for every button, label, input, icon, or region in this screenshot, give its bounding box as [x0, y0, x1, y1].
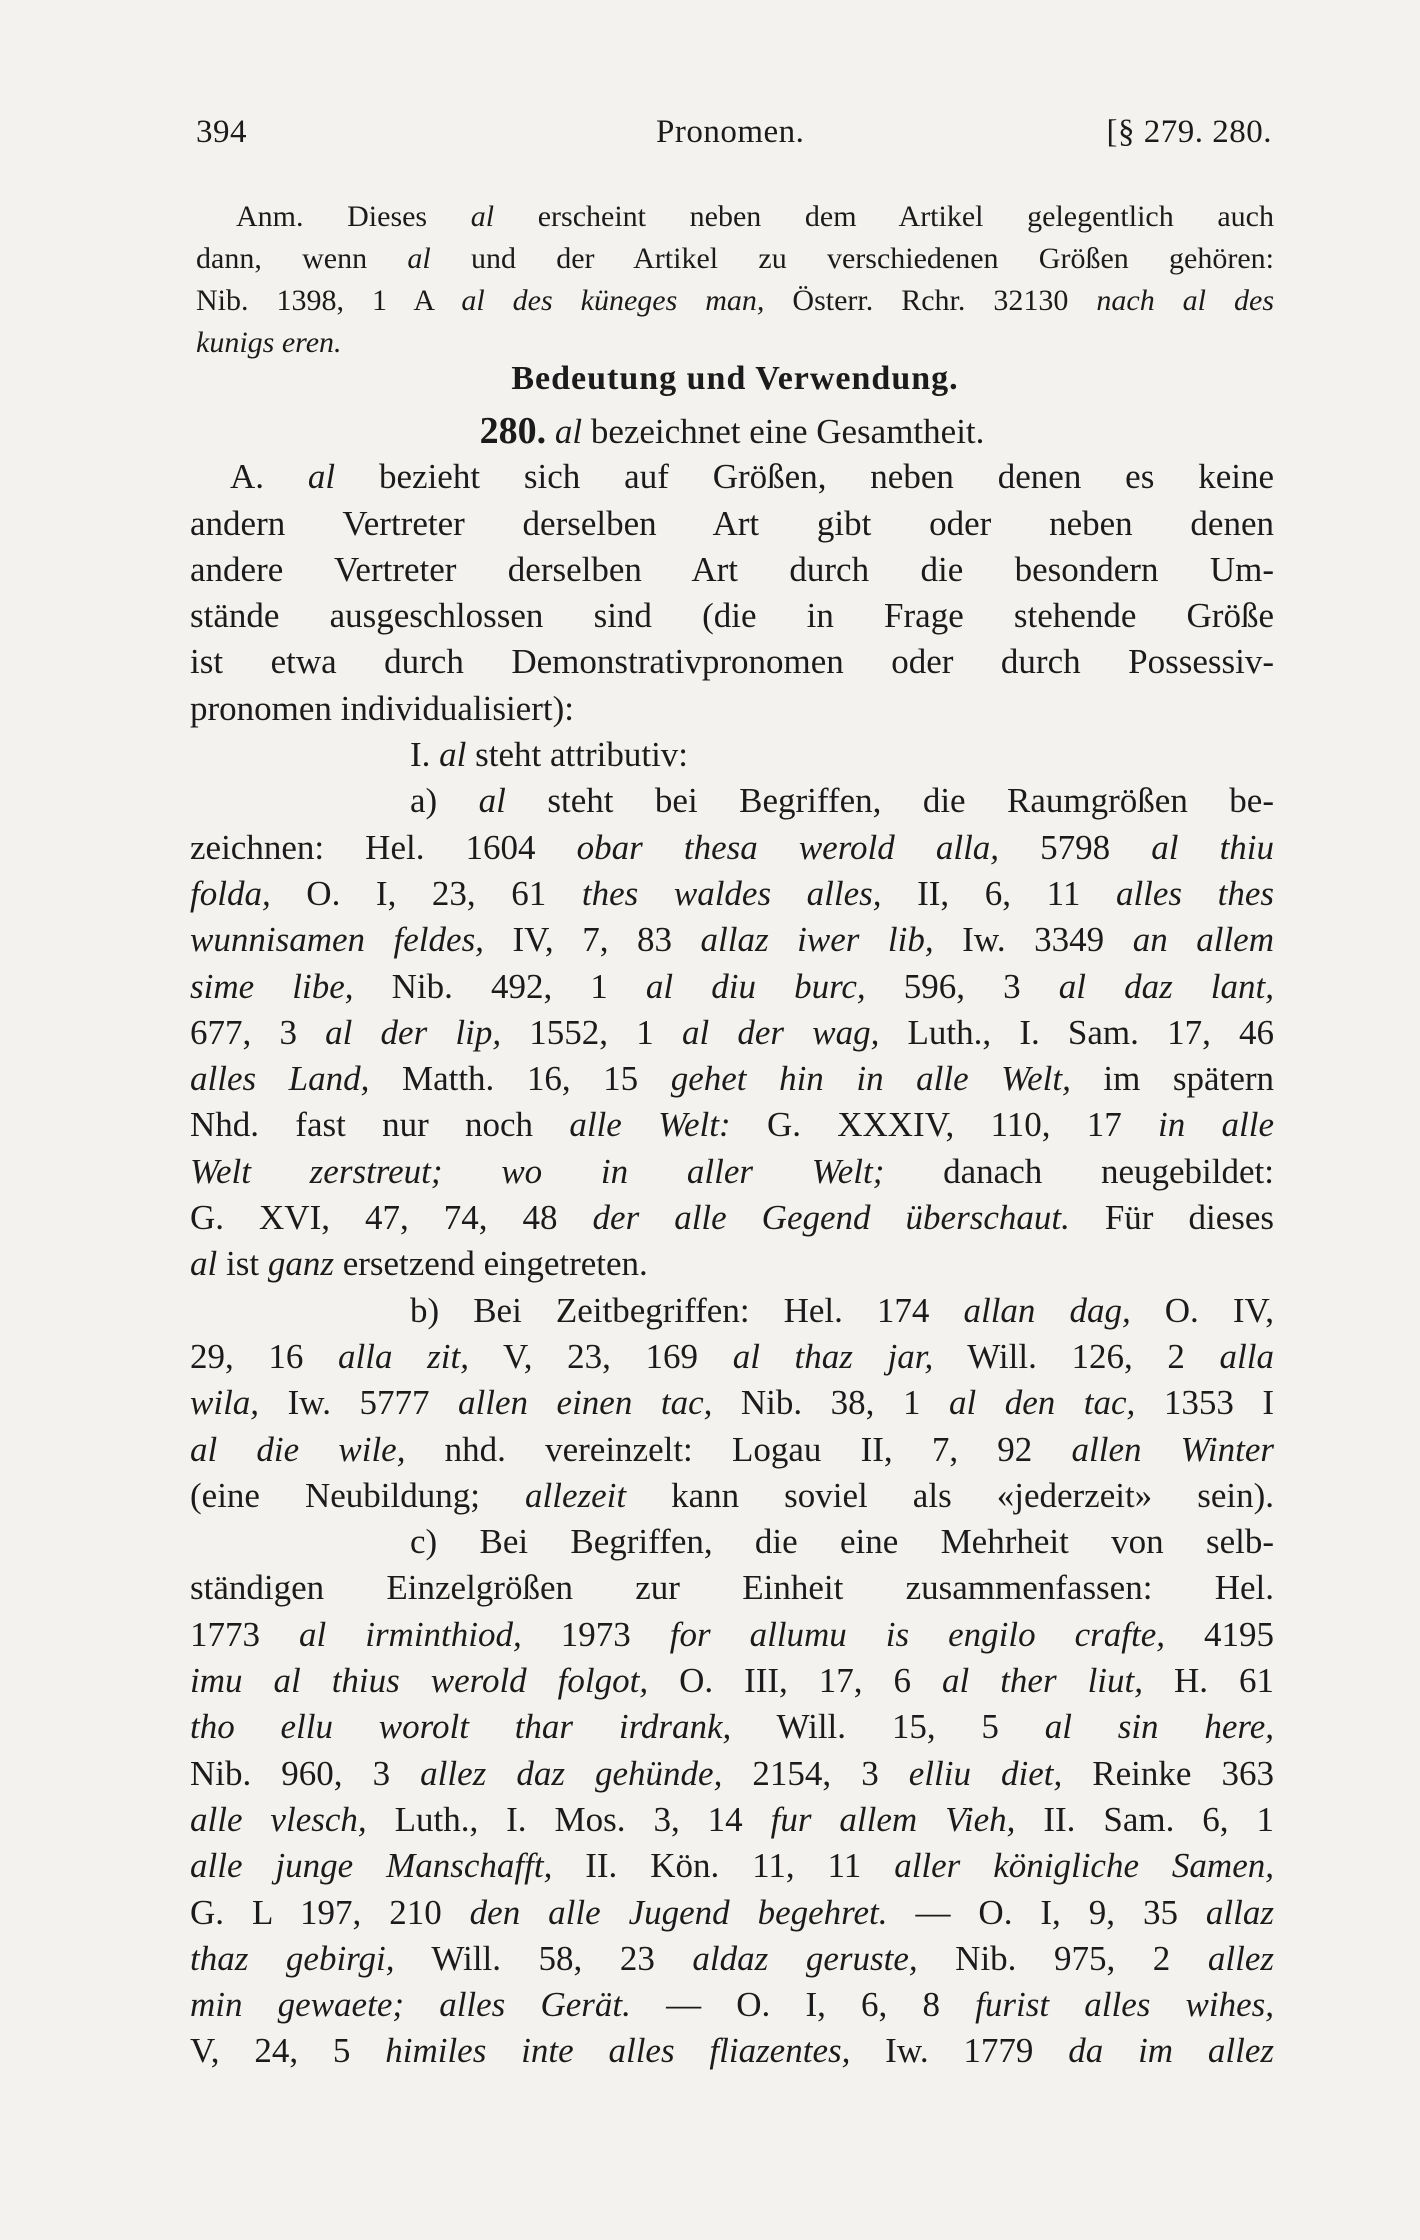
body-text — [190, 408, 1274, 2075]
page-header — [196, 114, 1272, 164]
text-line: zeichnen: Hel. 1604 obar thesa werold alla, 5798 al thiu — [190, 827, 1275, 867]
text-line: tho ellu worolt thar irdrank, Will. 15, 5 al sin here, — [190, 1707, 1274, 1747]
text-line: folda, O. I, 23, 61 thes waldes alles, II, 6, 11 alles thes — [190, 873, 1275, 913]
text-line: (eine Neubildung; allezeit kann soviel als «jederzeit» sein). — [190, 1475, 1274, 1515]
text-line: Welt zerstreut; wo in aller Welt; danach neugebildet: — [190, 1151, 1274, 1191]
text-line: stände ausgeschlossen sind (die in Frage stehende Größe — [190, 596, 1274, 636]
text-line: 1773 al irminthiod, 1973 for allumu is engilo crafte, 4195 — [190, 1614, 1274, 1654]
annotation-line: kunigs eren. — [196, 326, 342, 359]
text-line: 677, 3 al der lip, 1552, 1 al der wag, Luth., I. Sam. 17, 46 — [190, 1012, 1275, 1052]
page-number: 394 — [196, 114, 247, 150]
text-line: andere Vertreter derselben Art durch die besondern Um- — [190, 549, 1274, 589]
text-line: G. XVI, 47, 74, 48 der alle Gegend überschaut. Für dieses — [190, 1198, 1274, 1238]
text-line: Nib. 960, 3 allez daz gehünde, 2154, 3 elliu diet, Reinke 363 — [190, 1753, 1274, 1793]
text-line: G. L 197, 210 den alle Jugend begehret. — O. I, 9, 35 allaz — [190, 1892, 1274, 1932]
text-line: wunnisamen feldes, IV, 7, 83 allaz iwer lib, Iw. 3349 an allem — [190, 920, 1274, 960]
text-line: thaz gebirgi, Will. 58, 23 aldaz geruste, Nib. 975, 2 allez — [190, 1938, 1274, 1978]
annotation-line: Anm. Dieses al erscheint neben dem Artikel gelegentlich auch — [236, 200, 1274, 233]
text-line: c) Bei Begriffen, die eine Mehrheit von selb- — [410, 1522, 1274, 1562]
text-line: I. al steht attributiv: — [410, 735, 689, 775]
text-line: V, 24, 5 himiles inte alles fliazentes, Iw. 1779 da im allez — [190, 2031, 1274, 2071]
text-line: A. al bezieht sich auf Größen, neben denen es keine — [230, 457, 1274, 497]
annotation-line: Nib. 1398, 1 A al des küneges man, Österr. Rchr. 32130 nach al des — [196, 284, 1274, 317]
text-line: 280. al bezeichnet eine Gesamtheit. — [479, 410, 985, 452]
text-line: a) al steht bei Begriffen, die Raumgrößen be- — [410, 781, 1274, 821]
running-title: Pronomen. — [656, 114, 805, 150]
annotation-line: dann, wenn al und der Artikel zu verschiedenen Größen gehören: — [196, 242, 1275, 275]
text-line: Nhd. fast nur noch alle Welt: G. XXXIV, 110, 17 in alle — [190, 1105, 1274, 1145]
section-heading: Bedeutung und Verwendung. — [511, 360, 959, 397]
text-line: 29, 16 alla zit, V, 23, 169 al thaz jar, Will. 126, 2 alla — [190, 1336, 1274, 1376]
text-line: al die wile, nhd. vereinzelt: Logau II, 7, 92 allen Winter — [190, 1429, 1275, 1469]
text-line: sime libe, Nib. 492, 1 al diu burc, 596, 3 al daz lant, — [190, 966, 1275, 1006]
text-line: ständigen Einzelgrößen zur Einheit zusammenfassen: Hel. — [190, 1568, 1274, 1608]
text-line: pronomen individualisiert): — [190, 688, 574, 728]
text-line: b) Bei Zeitbegriffen: Hel. 174 allan dag, O. IV, — [410, 1290, 1274, 1330]
annotation-paragraph — [196, 196, 1274, 364]
text-line: andern Vertreter derselben Art gibt oder neben denen — [190, 503, 1274, 543]
section-reference: [§ 279. 280. — [1106, 114, 1272, 150]
text-line: min gewaete; alles Gerät. — O. I, 6, 8 furist alles wihes, — [190, 1985, 1275, 2025]
text-line: ist etwa durch Demonstrativpronomen oder durch Possessiv- — [190, 642, 1274, 682]
text-line: al ist ganz ersetzend eingetreten. — [190, 1244, 648, 1284]
text-line: alle junge Manschafft, II. Kön. 11, 11 aller königliche Samen, — [190, 1846, 1274, 1886]
text-line: imu al thius werold folgot, O. III, 17, 6 al ther liut, H. 61 — [190, 1661, 1274, 1701]
text-line: alle vlesch, Luth., I. Mos. 3, 14 fur allem Vieh, II. Sam. 6, 1 — [190, 1799, 1274, 1839]
text-line: wila, Iw. 5777 allen einen tac, Nib. 38, 1 al den tac, 1353 I — [190, 1383, 1274, 1423]
text-line: alles Land, Matth. 16, 15 gehet hin in alle Welt, im spätern — [190, 1059, 1275, 1099]
